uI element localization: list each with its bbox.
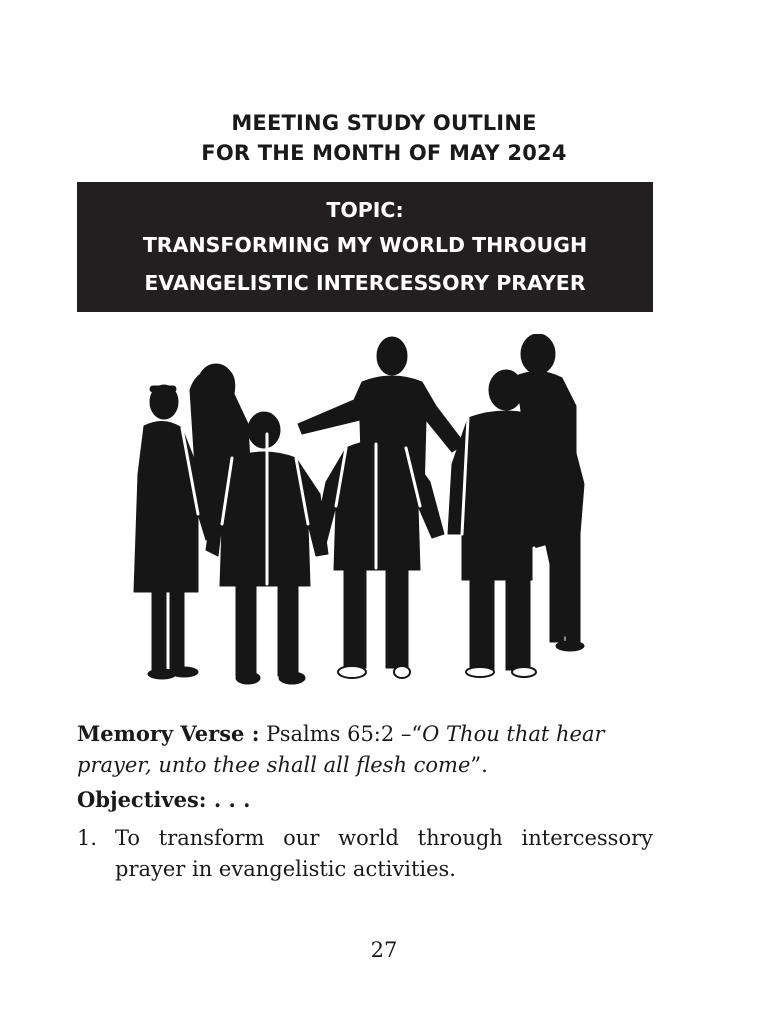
- objective-text: [115, 823, 653, 885]
- topic-box: [77, 182, 653, 312]
- topic-title-line-1: TRANSFORMING MY WORLD THROUGH: [142, 233, 588, 257]
- memory-verse-reference: Psalms 65:2 –“: [266, 722, 423, 746]
- memory-verse-label: Memory Verse :: [77, 721, 260, 746]
- objectives-label: Objectives: . . .: [77, 787, 251, 812]
- memory-verse-closing: ”.: [470, 753, 488, 777]
- objective-text-line-1: To transform our world through intercessory: [115, 826, 653, 850]
- objective-number: 1.: [77, 826, 98, 850]
- page-heading: [0, 108, 768, 168]
- memory-verse: [77, 718, 657, 781]
- heading-line-1: MEETING STUDY OUTLINE: [231, 111, 537, 135]
- prayer-circle-illustration: [130, 334, 600, 694]
- memory-verse-text: O Thou that hear prayer, unto thee shall all flesh come: [77, 722, 605, 777]
- page-number: 27: [370, 938, 398, 962]
- topic-title-line-2: EVANGELISTIC INTERCESSORY PRAYER: [144, 271, 586, 295]
- objective-text-line-2: prayer in evangelistic activities.: [115, 857, 456, 881]
- heading-line-2: FOR THE MONTH OF MAY 2024: [201, 141, 567, 165]
- topic-label: TOPIC:: [326, 198, 404, 222]
